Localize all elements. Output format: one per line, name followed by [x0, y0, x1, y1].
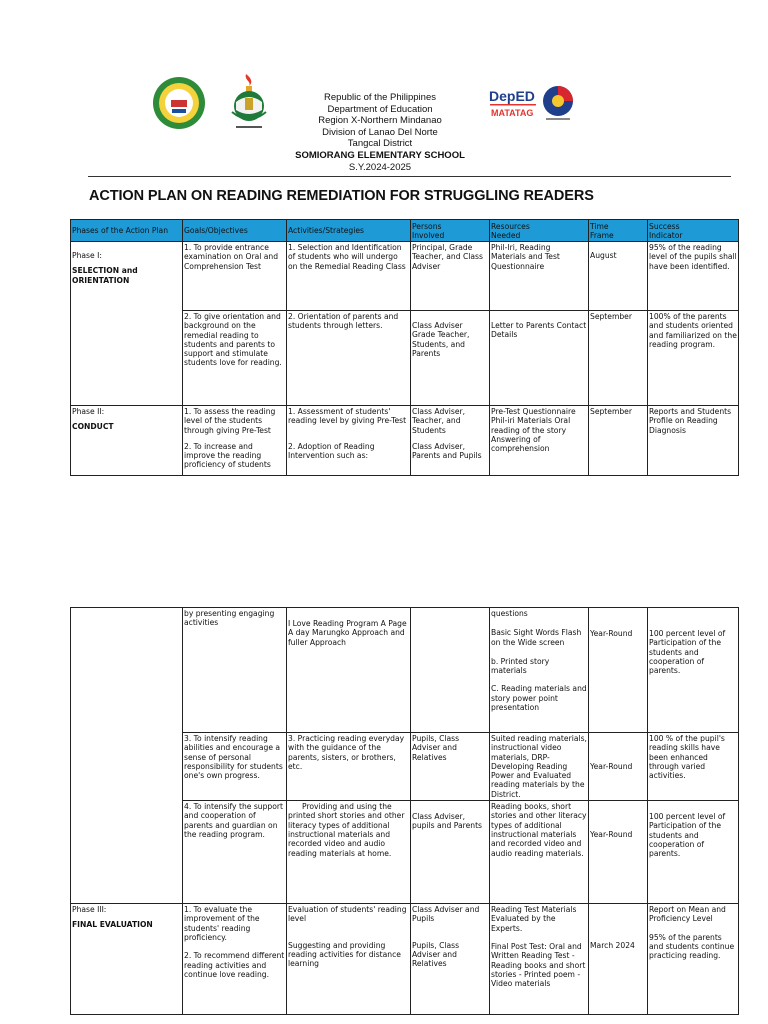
phase-cell [71, 904, 183, 1015]
persons-cell [411, 406, 490, 476]
success-value: 100 percent level of Participation of the students and cooperation of parents. [649, 812, 726, 859]
persons-cell: Principal, Grade Teacher, and Class Adviser [411, 242, 490, 311]
resources-value: Letter to Parents Contact Details [491, 321, 587, 340]
success-h2: Indicator [649, 230, 683, 240]
activity-b: 2. Adoption of Reading Intervention such as: [288, 441, 375, 460]
time-cell [589, 608, 648, 733]
success-cell: 95% of the reading level of the pupils shall have been identified. [648, 242, 739, 311]
school-seal [152, 76, 206, 130]
persons-b: Pupils, Class Adviser and Relatives [412, 940, 460, 969]
time-value: August [590, 251, 617, 260]
phase-cell [71, 608, 183, 904]
resources-a: questions [491, 609, 528, 618]
persons-h2: Involved [412, 230, 445, 240]
phase-cell [71, 242, 183, 406]
time-cell: Year-Round [589, 733, 648, 801]
persons-a: Class Adviser, Teacher, and Students [412, 407, 466, 435]
resources-cell [490, 608, 589, 733]
resources-cell [490, 904, 589, 1015]
resources-d: C. Reading materials and story power point presentation [491, 684, 587, 713]
col-header-time [589, 220, 648, 242]
activity-cell [287, 608, 411, 733]
col-header-success [648, 220, 739, 242]
success-value: 100 percent level of Participation of the students and cooperation of parents. [649, 629, 726, 676]
persons-h1: Persons [412, 221, 442, 231]
col-header-phases: Phases of the Action Plan [71, 220, 183, 242]
activity-cell: 3. Practicing reading everyday with the guidance of the parents, sisters, or brothers, etc. [287, 733, 411, 801]
goal-cell [183, 904, 287, 1015]
col-header-activities: Activities/Strategies [287, 220, 411, 242]
persons-b: Class Adviser, Parents and Pupils [412, 441, 482, 461]
resources-h2: Needed [491, 230, 521, 240]
resources-cell: Reading books, short stories and other literacy types of additional instructional materials and recorded video and audio reading materials. [490, 801, 589, 904]
persons-cell [411, 801, 490, 904]
persons-cell: Pupils, Class Adviser and Relatives [411, 733, 490, 801]
col-header-persons [411, 220, 490, 242]
success-cell: Reports and Students Profile on Reading Diagnosis [648, 406, 739, 476]
resources-c: b. Printed story materials [491, 656, 550, 676]
phase-name: SELECTION and ORIENTATION [72, 266, 138, 285]
time-cell: September [589, 406, 648, 476]
time-cell [589, 904, 648, 1015]
activity-cell [287, 904, 411, 1015]
goal-b: 2. To increase and improve the reading proficiency of students [184, 441, 271, 470]
table-header-row [71, 220, 739, 242]
deped-wordmark: DepED [489, 88, 535, 104]
resources-cell: Pre-Test Questionnaire Phil-iri Materials Oral reading of the story Answering of comprehension [490, 406, 589, 476]
resources-b: Basic Sight Words Flash on the Wide screen [491, 628, 582, 647]
phase-name: FINAL EVALUATION [72, 920, 153, 930]
phase-label: Phase III: [72, 905, 107, 915]
page-title: ACTION PLAN ON READING REMEDIATION FOR STRUGGLING READERS [89, 188, 594, 204]
header-line: Tangcal District [347, 138, 413, 150]
persons-value: Class Adviser Grade Teacher, Students, and Parents [412, 321, 470, 358]
header-line: Region X-Northern Mindanao [318, 115, 442, 127]
activity-a: Evaluation of students' reading level [288, 905, 407, 924]
table-row [71, 242, 739, 311]
action-plan-table-part1 [70, 219, 739, 476]
activity-value: Providing and using the printed short stories and other literacy types of additional instructional materials and recorded video and audio reading materials at home. [288, 802, 405, 858]
phase-label: Phase I: [72, 251, 102, 260]
persons-cell [411, 311, 490, 406]
time-cell [589, 242, 648, 311]
success-cell [648, 608, 739, 733]
time-h2: Frame [590, 230, 614, 240]
header-line: Division of Lanao Del Norte [322, 126, 438, 138]
time-value: Year-Round [590, 830, 633, 840]
activity-b: Suggesting and providing reading activities for distance learning [288, 940, 401, 969]
goal-a: 1. To evaluate the improvement of the students' reading proficiency. [184, 905, 260, 942]
activity-a: 1. Assessment of students' reading level by giving Pre-Test [288, 407, 407, 426]
resources-cell [490, 311, 589, 406]
success-cell [648, 801, 739, 904]
phase-label: Phase II: [72, 407, 105, 416]
header-line: Department of Education [327, 103, 433, 115]
persons-value: Class Adviser, pupils and Parents [412, 812, 483, 831]
resources-h1: Resources [491, 221, 530, 231]
school-year: S.Y.2024-2025 [348, 161, 412, 173]
resources-b: Final Post Test: Oral and Written Reading Test -Reading books and short stories - Printed poem -Video materials [491, 941, 586, 989]
goal-cell: by presenting engaging activities [183, 608, 287, 733]
persons-a: Class Adviser and Pupils [412, 905, 480, 924]
action-plan-table-part2 [70, 607, 739, 1015]
table-row [71, 406, 739, 476]
matatag-wordmark: MATATAG [491, 108, 534, 118]
resources-a: Reading Test Materials Evaluated by the Experts. [491, 905, 577, 933]
persons-cell [411, 608, 490, 733]
time-value: March 2024 [590, 941, 635, 951]
success-cell [648, 904, 739, 1015]
success-h1: Success [649, 221, 680, 231]
bagong-pilipinas-logo [540, 84, 576, 124]
goal-cell: 2. To give orientation and background on the remedial reading to students and parents to support and stimulate students love for reading. [183, 311, 287, 406]
school-name: SOMIORANG ELEMENTARY SCHOOL [295, 149, 465, 161]
activity-value: I Love Reading Program A Page A day Marungko Approach and fuller Approach [288, 619, 407, 647]
header-divider [88, 176, 731, 177]
col-header-goals: Goals/Objectives [183, 220, 287, 242]
activity-cell: 1. Selection and Identification of students who will undergo on the Remedial Reading Class [287, 242, 411, 311]
goal-cell: 1. To provide entrance examination on Oral and Comprehension Test [183, 242, 287, 311]
activity-cell [287, 801, 411, 904]
goal-a: 1. To assess the reading level of the students through giving Pre-Test [184, 407, 276, 435]
time-h1: Time [590, 221, 609, 231]
activity-cell: 2. Orientation of parents and students through letters. [287, 311, 411, 406]
time-cell: September [589, 311, 648, 406]
time-value: Year-Round [590, 629, 633, 638]
success-a: Report on Mean and Proficiency Level [649, 905, 726, 924]
phase-name: CONDUCT [72, 422, 114, 432]
phase-cell [71, 406, 183, 476]
persons-cell [411, 904, 490, 1015]
activity-cell [287, 406, 411, 476]
col-header-resources [490, 220, 589, 242]
success-cell: 100% of the parents and students oriented and familiarized on the reading program. [648, 311, 739, 406]
goal-b: 2. To recommend different reading activities and continue love reading. [184, 951, 285, 979]
time-cell [589, 801, 648, 904]
resources-cell: Suited reading materials, instructional video materials, DRP-Developing Reading Power and Evaluated reading materials by the District. [491, 734, 587, 799]
resources-cell: Phil-Iri, Reading Materials and Test Questionnaire [490, 242, 589, 311]
document-header [230, 92, 530, 173]
success-b: 95% of the parents and students continue practicing reading. [649, 932, 735, 961]
goal-cell: 3. To intensify reading abilities and encourage a sense of personal responsibility for students one's own progress. [183, 733, 287, 801]
table-row [71, 904, 739, 1015]
goal-cell [183, 406, 287, 476]
goal-cell: 4. To intensify the support and cooperation of parents and guardian on the reading program. [183, 801, 287, 904]
header-line: Republic of the Philippines [324, 92, 436, 103]
table-row [71, 608, 739, 733]
success-cell: 100 % of the pupil's reading skills have been enhanced through varied activities. [648, 733, 739, 801]
